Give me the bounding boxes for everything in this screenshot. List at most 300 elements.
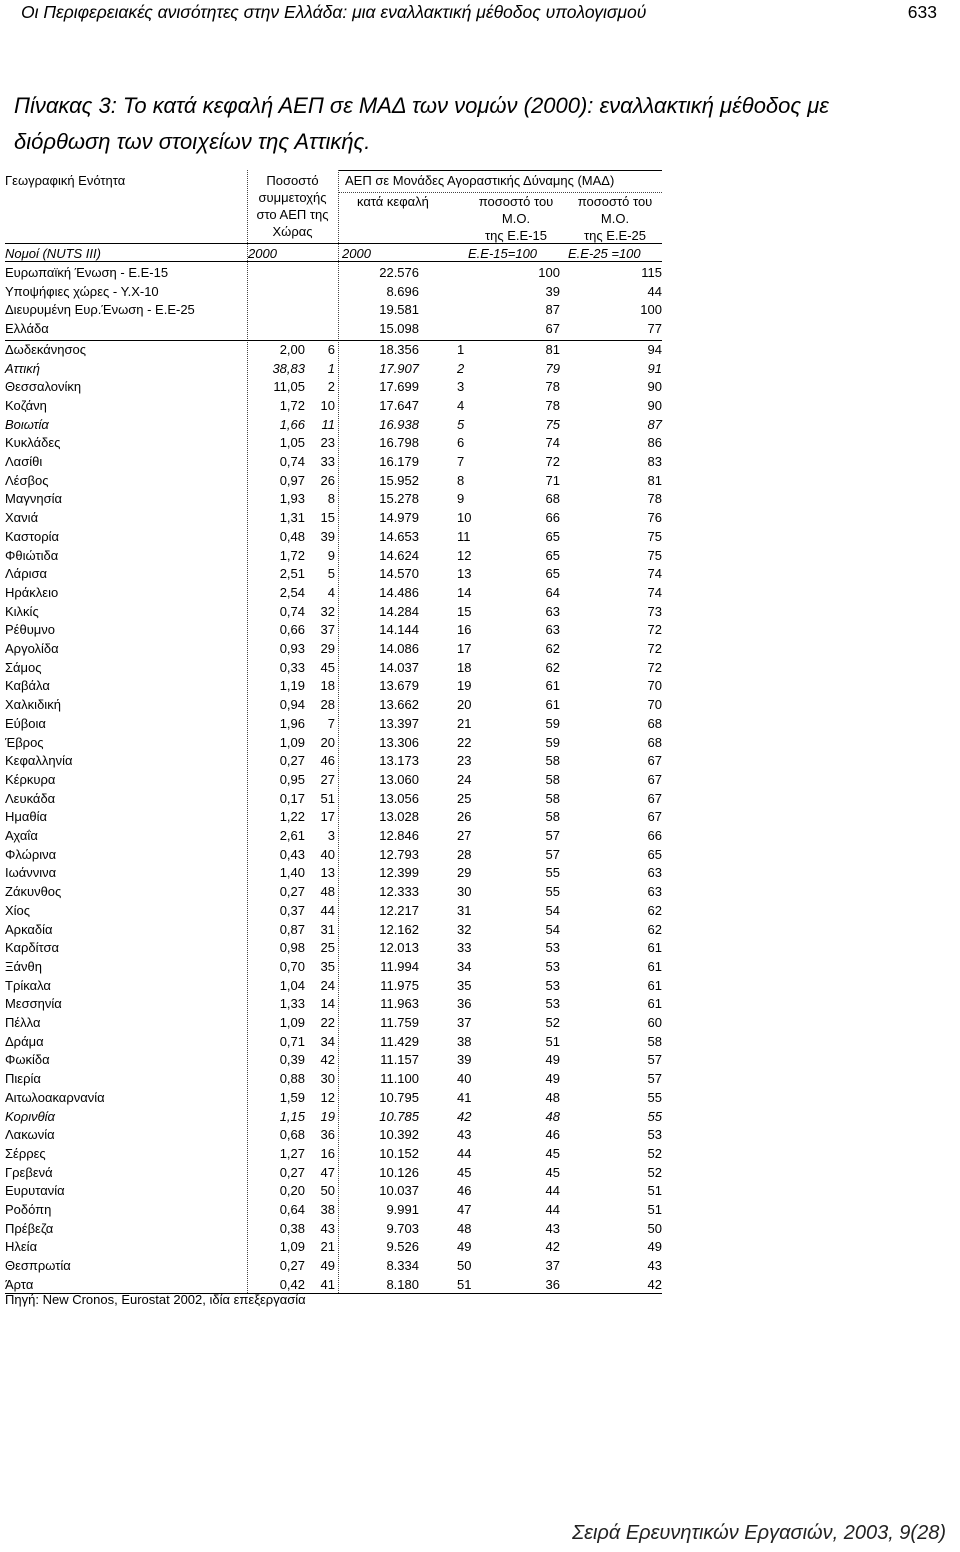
cell-pct-e25: 100 [640,302,662,318]
cell-gdp-per-capita: 11.429 [380,1033,419,1049]
cell-gdp-rank: 8 [457,472,465,488]
cell-share-rank: 14 [320,996,335,1012]
cell-pct-e15: 57 [545,828,560,843]
hdr-share: Ποσοστό συμμετοχής στο ΑΕΠ της Χώρας [256,173,329,239]
hdr-per-capita: κατά κεφαλή [357,194,429,209]
cell-gdp-rank: 22 [457,734,472,750]
cell-pct-e25: 51 [647,1183,662,1199]
cell-name: Κέρκυρα [5,771,56,787]
table-row [5,939,662,958]
cell-pct-e25: 50 [647,1220,662,1236]
cell-pct-e25: 61 [647,958,662,974]
cell-pct-e25: 67 [647,809,662,825]
table-row [5,977,662,996]
hdr-year-2: 2000 [342,246,371,261]
cell-pct-e25: 57 [647,1052,662,1068]
cell-gdp-rank: 6 [457,435,465,451]
cell-pct-e25: 90 [647,379,662,395]
cell-name: Σάμος [5,659,42,675]
cell-gdp-rank: 20 [457,697,472,713]
cell-pct-e15: 59 [545,715,560,731]
cell-pct-e25: 52 [647,1145,662,1161]
cell-pct-e15: 59 [545,734,560,750]
cell-gdp-rank: 31 [457,902,472,918]
cell-pct-e15: 36 [545,1276,560,1292]
table-row [5,1070,662,1089]
cell-pct-e15: 78 [545,379,560,395]
cell-share-rank: 31 [320,921,335,937]
cell-gdp-rank: 35 [457,977,472,993]
hdr-pct-e15: ποσοστό του Μ.Ο. της Ε.Ε-15 [478,194,554,243]
cell-pct-e15: 46 [545,1127,560,1143]
cell-gdp-per-capita: 11.100 [380,1071,419,1087]
cell-pct-e15: 53 [545,977,560,993]
cell-share-rank: 40 [320,846,335,862]
cell-pct-e15: 58 [545,753,560,769]
cell-pct-e15: 53 [545,940,560,956]
cell-share-rank: 45 [320,659,335,675]
hdr-nomoi: Νομοί (NUTS III) [5,246,101,261]
cell-gdp-per-capita: 13.679 [379,678,419,694]
cell-name: Ζάκυνθος [5,884,62,900]
cell-gdp-share: 0,20 [279,1183,305,1199]
cell-share-rank: 41 [320,1276,335,1292]
cell-name: Πέλλα [5,1015,41,1030]
table-row [5,790,662,809]
cell-share-rank: 49 [320,1258,335,1274]
cell-pct-e25: 51 [647,1202,662,1217]
cell-gdp-rank: 13 [457,566,472,582]
cell-pct-e15: 62 [545,659,560,675]
cell-pct-e15: 81 [545,341,560,357]
table-row [5,1033,662,1052]
cell-name: Αρκαδία [5,921,53,937]
cell-pct-e15: 72 [545,454,560,469]
cell-share-rank: 21 [320,1239,335,1255]
table-row [5,1145,662,1164]
cell-pct-e15: 53 [545,958,560,974]
cell-name: Τρίκαλα [5,977,51,993]
cell-gdp-per-capita: 13.056 [379,790,419,806]
cell-gdp-rank: 38 [457,1033,472,1049]
cell-name: Λευκάδα [5,790,56,806]
cell-gdp-share: 0,71 [279,1033,305,1049]
cell-pct-e25: 90 [647,397,662,413]
cell-gdp-per-capita: 11.975 [380,977,419,993]
cell-name: Σέρρες [5,1145,46,1161]
cell-gdp-rank: 11 [457,528,471,544]
cell-pct-e25: 81 [647,472,662,488]
table-row [5,1220,662,1239]
cell-gdp-share: 0,74 [279,454,305,469]
hdr-geo: Γεωγραφική Ενότητα [5,173,126,188]
aggregate-row [5,283,662,302]
cell-share-rank: 27 [320,771,335,787]
cell-gdp-rank: 33 [457,940,472,956]
table-row [5,883,662,902]
cell-share-rank: 23 [320,435,335,451]
cell-gdp-share: 0,64 [279,1202,305,1217]
cell-gdp-rank: 28 [457,846,472,862]
table-row [5,752,662,771]
cell-pct-e25: 55 [647,1089,662,1105]
cell-share-rank: 8 [327,491,335,507]
cell-name: Πιερία [5,1071,41,1087]
cell-gdp-rank: 15 [457,603,472,619]
cell-gdp-share: 0,93 [279,641,305,656]
table-row [5,1164,662,1183]
cell-pct-e15: 37 [545,1258,560,1274]
cell-share-rank: 26 [320,472,335,488]
cell-gdp-share: 2,00 [279,341,305,357]
table-row [5,397,662,416]
cell-pct-e25: 61 [647,996,662,1012]
cell-pct-e15: 48 [545,1089,560,1105]
cell-gdp-per-capita: 14.284 [379,603,419,619]
cell-gdp-rank: 2 [457,360,465,376]
table-row [5,659,662,678]
cell-gdp-share: 1,09 [279,1239,305,1255]
cell-name: Χαλκιδική [5,697,61,713]
cell-pct-e25: 68 [647,715,662,731]
cell-gdp-rank: 43 [457,1127,472,1143]
cell-gdp-share: 0,39 [279,1052,305,1068]
hdr-e25-base: Ε.Ε-25 =100 [568,246,641,261]
cell-gdp-rank: 16 [457,622,472,638]
cell-share-rank: 5 [327,566,335,582]
cell-gdp-per-capita: 10.795 [379,1089,419,1105]
table-row [5,771,662,790]
cell-gdp-per-capita: 13.662 [379,697,419,713]
cell-gdp-rank: 29 [457,865,472,881]
table-row [5,1089,662,1108]
cell-pct-e15: 68 [545,491,560,507]
cell-share-rank: 46 [320,753,335,769]
cell-pct-e25: 65 [647,846,662,862]
cell-gdp-rank: 19 [457,678,472,694]
table-row [5,565,662,584]
cell-gdp-per-capita: 17.907 [379,360,419,376]
cell-gdp-share: 0,37 [279,902,305,918]
cell-gdp-per-capita: 22.576 [379,265,419,280]
cell-gdp-share: 1,33 [279,996,305,1012]
cell-gdp-share: 2,54 [279,584,305,600]
cell-pct-e15: 48 [545,1108,560,1124]
cell-pct-e25: 74 [647,566,662,582]
cell-share-rank: 50 [320,1183,335,1199]
cell-pct-e25: 86 [647,435,662,451]
cell-gdp-rank: 7 [457,454,465,469]
cell-pct-e15: 54 [545,902,560,918]
table-row [5,1238,662,1257]
cell-name: Ροδόπη [5,1202,52,1217]
cell-pct-e15: 39 [545,283,560,299]
cell-pct-e25: 83 [647,454,662,469]
cell-gdp-per-capita: 15.098 [379,321,419,337]
cell-share-rank: 4 [327,584,335,600]
cell-gdp-rank: 41 [457,1089,472,1105]
cell-gdp-per-capita: 14.979 [379,510,419,526]
cell-gdp-share: 1,04 [279,977,305,993]
cell-pct-e25: 91 [647,360,662,376]
cell-name: Αχαΐα [5,828,38,843]
cell-gdp-per-capita: 11.157 [380,1052,419,1068]
cell-gdp-rank: 36 [457,996,472,1012]
cell-share-rank: 12 [320,1089,335,1105]
cell-pct-e25: 73 [647,603,662,619]
cell-gdp-per-capita: 12.217 [379,902,419,918]
cell-pct-e15: 44 [545,1183,560,1199]
table-row [5,490,662,509]
table-row [5,827,662,846]
cell-gdp-per-capita: 13.306 [379,734,419,750]
cell-pct-e15: 45 [545,1164,560,1180]
cell-gdp-rank: 23 [457,753,472,769]
table-row [5,1014,662,1033]
cell-gdp-rank: 21 [457,715,472,731]
cell-gdp-share: 0,27 [279,884,305,900]
cell-gdp-rank: 32 [457,921,472,937]
cell-gdp-rank: 34 [457,958,472,974]
cell-share-rank: 35 [320,958,335,974]
cell-gdp-rank: 40 [457,1071,472,1087]
cell-pct-e25: 77 [647,321,662,337]
cell-gdp-share: 0,33 [279,659,305,675]
cell-pct-e25: 67 [647,771,662,787]
cell-gdp-per-capita: 14.086 [379,641,419,656]
cell-gdp-per-capita: 15.278 [379,491,419,507]
cell-pct-e25: 70 [647,678,662,694]
cell-name: Κεφαλληνία [5,753,73,769]
cell-name: Λακωνία [5,1127,55,1143]
cell-gdp-rank: 3 [457,379,465,395]
table-row [5,434,662,453]
cell-pct-e15: 49 [545,1071,560,1087]
cell-name: Αττική [5,360,41,376]
cell-gdp-share: 0,27 [279,753,305,769]
cell-share-rank: 17 [320,809,335,825]
cell-share-rank: 39 [320,528,335,544]
cell-share-rank: 13 [320,865,335,881]
cell-pct-e15: 58 [545,790,560,806]
table-title-line1: Πίνακας 3: Το κατά κεφαλή ΑΕΠ σε ΜΑΔ των νομών (2000): εναλλακτική μέθοδος με [14,93,829,118]
cell-pct-e25: 78 [647,491,662,507]
cell-pct-e25: 43 [647,1258,662,1274]
cell-name: Ηράκλειο [5,584,59,600]
cell-gdp-rank: 51 [457,1276,472,1292]
table-row [5,921,662,940]
cell-gdp-per-capita: 16.938 [379,416,419,432]
cell-gdp-per-capita: 10.785 [379,1108,419,1124]
cell-gdp-share: 1,40 [279,865,305,881]
cell-gdp-per-capita: 14.624 [379,547,419,563]
cell-gdp-per-capita: 12.846 [379,828,419,843]
table-row [5,341,662,360]
cell-share-rank: 36 [320,1127,335,1143]
cell-share-rank: 42 [320,1052,335,1068]
cell-pct-e15: 58 [545,809,560,825]
cell-gdp-rank: 10 [457,510,472,526]
cell-share-rank: 1 [327,360,335,376]
cell-pct-e25: 63 [647,865,662,881]
table-row [5,995,662,1014]
cell-gdp-per-capita: 13.397 [379,715,419,731]
aggregate-row [5,301,662,320]
aggregate-row [5,264,662,283]
cell-pct-e15: 51 [545,1033,560,1049]
hdr-pct-e25: ποσοστό του Μ.Ο. της Ε.Ε-25 [577,194,653,243]
cell-name: Δωδεκάνησος [5,341,86,357]
cell-gdp-share: 1,59 [279,1089,305,1105]
cell-gdp-per-capita: 14.037 [379,659,419,675]
cell-pct-e25: 58 [647,1033,662,1049]
cell-name: Πρέβεζα [5,1220,54,1236]
cell-name: Ηλεία [5,1239,38,1255]
cell-gdp-share: 1,09 [279,734,305,750]
hdr-e15-base: Ε.Ε-15=100 [468,246,538,261]
rule-top [338,170,662,171]
cell-pct-e15: 49 [545,1052,560,1068]
cell-gdp-rank: 18 [457,659,472,675]
cell-pct-e25: 72 [647,641,662,656]
cell-share-rank: 22 [320,1015,335,1030]
cell-pct-e25: 70 [647,697,662,713]
cell-share-rank: 20 [320,734,335,750]
cell-gdp-share: 0,98 [279,940,305,956]
cell-name: Καβάλα [5,678,50,694]
cell-name: Φλώρινα [5,846,57,862]
cell-gdp-share: 0,43 [279,846,305,862]
cell-gdp-per-capita: 14.486 [379,584,419,600]
table-title [14,88,954,160]
cell-gdp-share: 2,51 [279,566,305,582]
cell-gdp-per-capita: 17.699 [379,379,419,395]
cell-gdp-per-capita: 12.793 [379,846,419,862]
cell-name: Φθιώτιδα [5,547,59,563]
cell-gdp-rank: 44 [457,1145,472,1161]
table-row [5,509,662,528]
cell-gdp-rank: 17 [457,641,472,656]
cell-name: Κορινθία [5,1108,55,1124]
cell-gdp-per-capita: 9.991 [386,1202,419,1217]
cell-pct-e25: 94 [647,341,662,357]
cell-pct-e15: 58 [545,771,560,787]
cell-name: Λέσβος [5,472,49,488]
cell-pct-e25: 66 [647,828,662,843]
cell-share-rank: 43 [320,1220,335,1236]
cell-gdp-rank: 49 [457,1239,472,1255]
cell-gdp-share: 1,72 [279,547,305,563]
cell-share-rank: 48 [320,884,335,900]
cell-name: Κυκλάδες [5,435,61,451]
rule-header-2 [5,261,662,262]
page-number: 633 [907,2,937,22]
cell-name: Κοζάνη [5,397,47,413]
table-row [5,1257,662,1276]
cell-gdp-share: 1,31 [279,510,305,526]
cell-gdp-rank: 26 [457,809,472,825]
cell-name: Έβρος [5,734,44,750]
cell-gdp-per-capita: 10.126 [379,1164,419,1180]
cell-pct-e25: 61 [647,977,662,993]
cell-name: Βοιωτία [5,416,49,432]
table-row [5,584,662,603]
cell-name: Λασίθι [5,454,43,469]
cell-gdp-rank: 48 [457,1220,472,1236]
cell-pct-e15: 78 [545,397,560,413]
cell-gdp-share: 0,97 [279,472,305,488]
table-row [5,696,662,715]
cell-gdp-share: 0,87 [279,921,305,937]
cell-pct-e25: 75 [647,547,662,563]
cell-pct-e25: 49 [647,1239,662,1255]
cell-name: Άρτα [5,1276,34,1292]
cell-share-rank: 7 [327,715,335,731]
cell-gdp-per-capita: 13.028 [379,809,419,825]
cell-pct-e25: 87 [647,416,662,432]
cell-name: Ξάνθη [5,958,42,974]
table-row [5,808,662,827]
cell-gdp-share: 0,42 [279,1276,305,1292]
cell-gdp-per-capita: 11.994 [380,958,419,974]
cell-pct-e25: 115 [641,265,662,280]
cell-gdp-per-capita: 16.179 [379,454,419,469]
cell-share-rank: 37 [320,622,335,638]
cell-gdp-per-capita: 10.392 [379,1127,419,1143]
cell-gdp-rank: 4 [457,397,465,413]
cell-gdp-rank: 12 [457,547,472,563]
cell-gdp-rank: 30 [457,884,472,900]
cell-gdp-per-capita: 8.334 [386,1258,419,1274]
cell-pct-e15: 65 [545,566,560,582]
cell-name: Γρεβενά [5,1164,53,1180]
cell-share-rank: 24 [320,977,335,993]
table-row [5,1182,662,1201]
cell-name: Ρέθυμνο [5,622,56,638]
cell-name: Θεσσαλονίκη [5,379,82,395]
cell-pct-e15: 87 [545,302,560,318]
cell-pct-e25: 61 [647,940,662,956]
cell-gdp-per-capita: 13.060 [379,771,419,787]
cell-pct-e15: 52 [545,1015,560,1030]
cell-gdp-per-capita: 8.180 [386,1276,419,1292]
cell-gdp-rank: 42 [457,1108,472,1124]
cell-pct-e25: 63 [647,884,662,900]
cell-gdp-share: 2,61 [279,828,305,843]
cell-gdp-per-capita: 11.963 [380,996,419,1012]
cell-gdp-share: 1,66 [279,416,305,432]
table-row [5,472,662,491]
hdr-year-1: 2000 [248,246,277,261]
cell-pct-e15: 66 [545,510,560,526]
cell-share-rank: 11 [321,416,335,432]
cell-pct-e25: 62 [647,902,662,918]
cell-gdp-rank: 27 [457,828,472,843]
table-title-line2: διόρθωση των στοιχείων της Αττικής. [14,129,371,154]
cell-share-rank: 34 [320,1033,335,1049]
cell-name: Μαγνησία [5,491,63,507]
cell-name: Υποψήφιες χώρες - Υ.Χ-10 [5,283,159,299]
cell-gdp-rank: 50 [457,1258,472,1274]
table-row [5,1201,662,1220]
table-row [5,734,662,753]
cell-share-rank: 51 [320,790,335,806]
table-row [5,715,662,734]
cell-pct-e15: 67 [545,321,560,337]
table-row [5,603,662,622]
cell-pct-e25: 67 [647,790,662,806]
cell-gdp-share: 0,66 [279,622,305,638]
